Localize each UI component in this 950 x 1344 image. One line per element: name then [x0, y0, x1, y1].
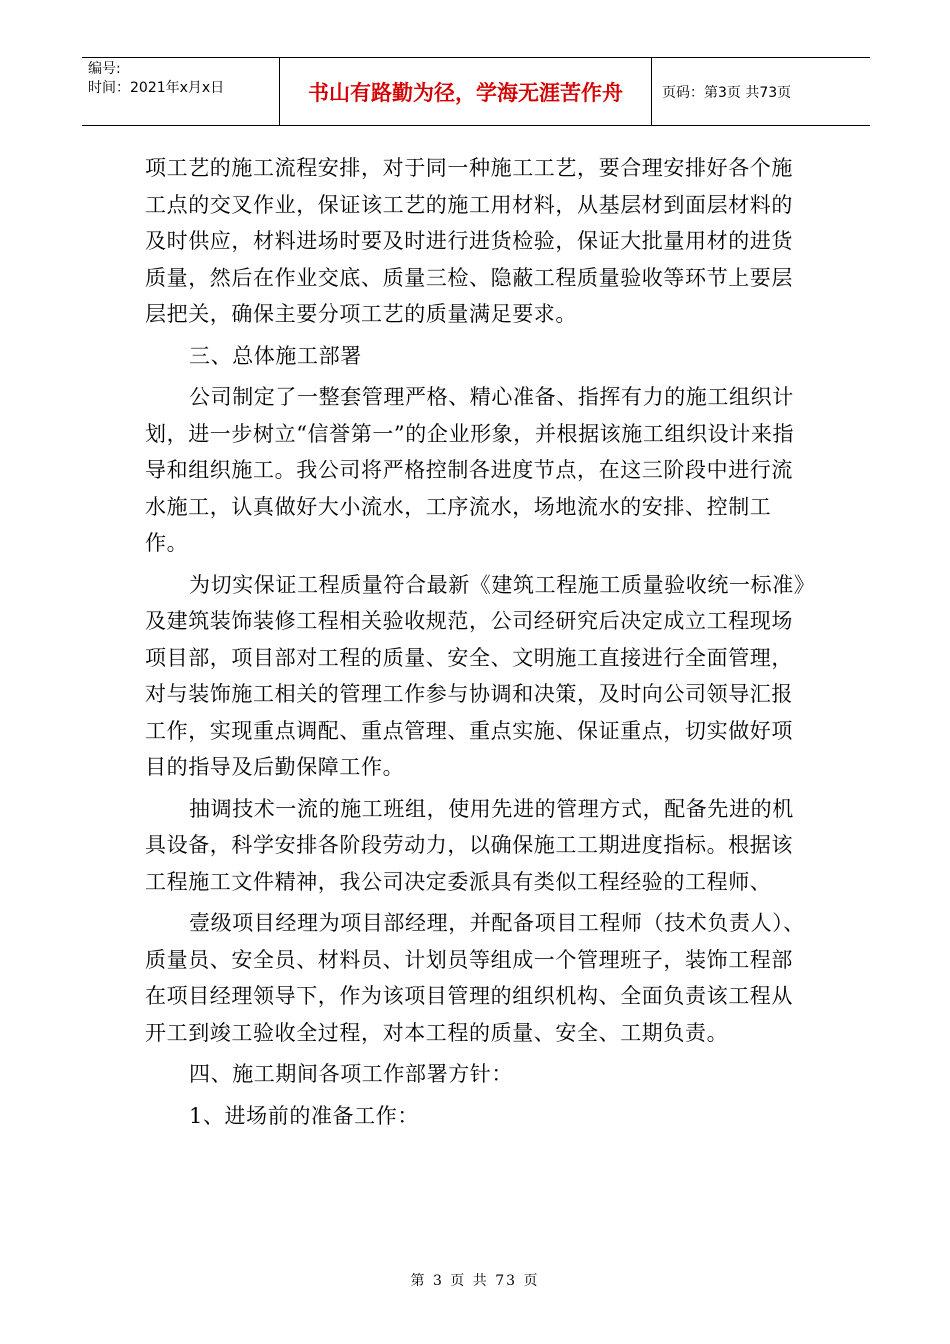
paragraph: 为切实保证工程质量符合最新《建筑工程施工质量验收统一标准》及建筑装饰装修工程相关验收规范，公司经研究后决定成立工程现场项目部，项目部对工程的质量、安全、文明施工直接进行全面管理，对与装饰施工相关的管理工作参与协调和决策，及时向公司领导汇报工作，实现重点调配、重点管理、重点实施、保证重点，切实做好项目的指导及后勤保障工作。 — [145, 572, 805, 779]
paragraph: 壹级项目经理为项目部经理，并配备项目工程师（技术负责人）、质量员、安全员、材料员、计划员等组成一个管理班子，装饰工程部在项目经理领导下，作为该项目管理的组织机构、全面负责该工程从开工到竣工验收全过程，对本工程的质量、安全、工期负责。 — [145, 911, 805, 1045]
page-footer: 第 3 页 共 73 页 — [410, 1273, 540, 1289]
subsection-heading: 1、进场前的准备工作： — [189, 1103, 419, 1128]
header-motto: 书山有路勤为径，学海无涯苦作舟 — [280, 58, 652, 125]
paragraph: 公司制定了一整套管理严格、精心准备、指挥有力的施工组织计划，进一步树立“信誉第一”的企业形象，并根据该施工组织设计来指导和组织施工。我公司将严格控制各进度节点，在这三阶段中进行流水施工，认真做好大小流水，工序流水，场地流水的安排、控制工作。 — [145, 385, 795, 555]
section-heading: 四、施工期间各项工作部署方针： — [189, 1062, 513, 1086]
paragraph: 抽调技术一流的施工班组，使用先进的管理方式，配备先进的机具设备，科学安排各阶段劳动力，以确保施工工期进度指标。根据该工程施工文件精神，我公司决定委派具有类似工程经验的工程师、 — [145, 796, 794, 894]
section-heading: 三、总体施工部署 — [189, 343, 362, 368]
header-meta — [82, 58, 280, 125]
document-number-label: 编号: — [88, 61, 121, 77]
document-date: 时间：2021年x月x日 — [88, 80, 225, 96]
document-body — [145, 150, 805, 1139]
paragraph: 项工艺的施工流程安排，对于同一种施工工艺，要合理安排好各个施工点的交叉作业，保证该工艺的施工用材料，从基层材到面层材料的及时供应，材料进场时要及时进行进货检验，保证大批量用材的进货质量，然后在作业交底、质量三检、隐蔽工程质量验收等环节上要层层把关，确保主要分项工艺的质量满足要求。 — [145, 156, 793, 326]
header-page-info: 页码：第3页 共73页 — [662, 84, 792, 101]
page-header — [82, 57, 870, 126]
